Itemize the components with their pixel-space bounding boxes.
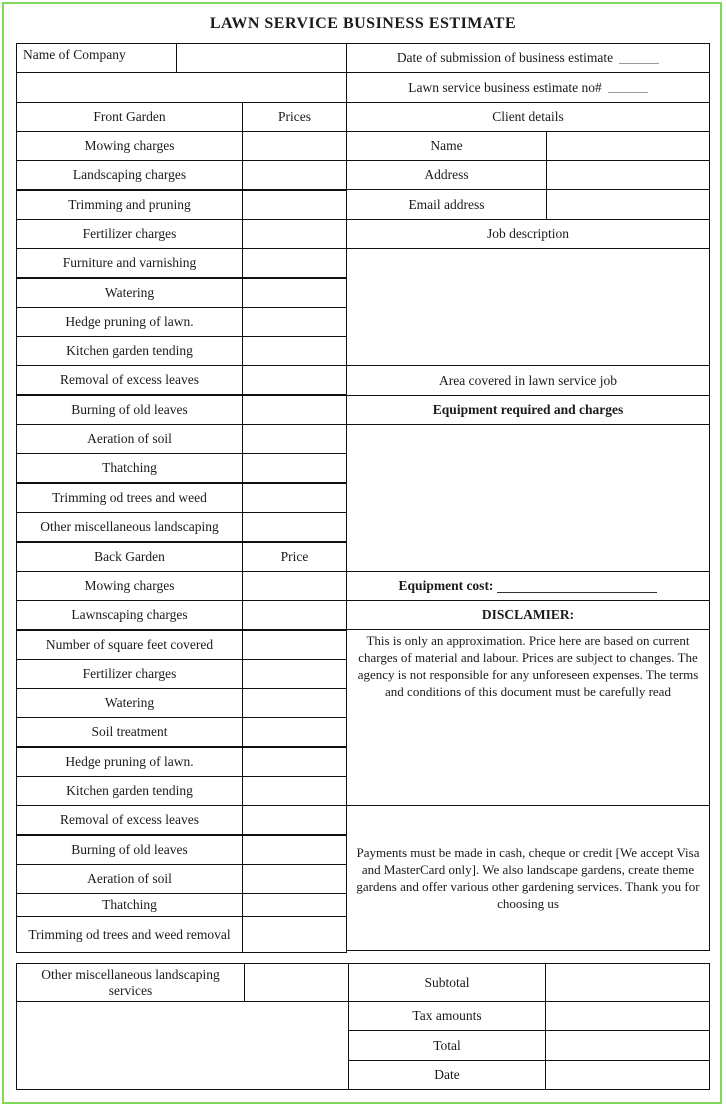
job-description-field[interactable] [346, 248, 710, 366]
total-field[interactable] [545, 1030, 710, 1061]
client-email-field[interactable] [546, 189, 710, 220]
date-label: Date [348, 1060, 546, 1090]
front-item-label: Furniture and varnishing [16, 248, 243, 278]
estimate-no-label: Lawn service business estimate no# [408, 79, 602, 95]
front-item-label: Removal of excess leaves [16, 365, 243, 395]
equipment-cost-label: Equipment cost: [398, 578, 494, 593]
estimate-no-blank [608, 82, 648, 93]
front-prices-heading: Prices [242, 102, 347, 132]
submission-date-blank [619, 53, 659, 64]
front-item-label: Aeration of soil [16, 424, 243, 454]
front-item-price[interactable] [242, 190, 347, 220]
front-item-price[interactable] [242, 483, 347, 513]
back-item-label: Mowing charges [16, 571, 243, 601]
front-item-price[interactable] [242, 365, 347, 395]
misc-services-price[interactable] [244, 963, 349, 1002]
company-label: Name of Company [16, 43, 177, 73]
back-garden-heading: Back Garden [16, 542, 243, 572]
back-item-label: Lawnscaping charges [16, 600, 243, 630]
client-address-field[interactable] [546, 160, 710, 190]
company-name-field[interactable] [176, 43, 347, 73]
back-item-price[interactable] [242, 571, 347, 601]
subtotal-label: Subtotal [348, 963, 546, 1002]
back-item-price[interactable] [242, 864, 347, 894]
front-item-price[interactable] [242, 336, 347, 366]
disclaimer-heading: DISCLAMIER: [346, 600, 710, 630]
bottom-blank-area[interactable] [16, 1001, 349, 1090]
submission-date-cell[interactable] [346, 43, 710, 73]
back-item-price[interactable] [242, 688, 347, 718]
front-item-label: Hedge pruning of lawn. [16, 307, 243, 337]
client-email-label: Email address [346, 189, 547, 220]
front-item-price[interactable] [242, 424, 347, 454]
page-title: LAWN SERVICE BUSINESS ESTIMATE [209, 15, 517, 32]
back-item-price[interactable] [242, 776, 347, 806]
front-item-label: Mowing charges [16, 131, 243, 161]
front-item-price[interactable] [242, 512, 347, 542]
back-item-label: Kitchen garden tending [16, 776, 243, 806]
front-item-label: Fertilizer charges [16, 219, 243, 249]
back-price-heading: Price [242, 542, 347, 572]
back-item-label: Watering [16, 688, 243, 718]
equipment-cost-blank [497, 580, 657, 593]
area-covered-label: Area covered in lawn service job [346, 365, 710, 396]
back-item-label: Trimming od trees and weed removal [16, 916, 243, 953]
back-item-label: Number of square feet covered [16, 630, 243, 660]
client-details-heading: Client details [346, 102, 710, 132]
tax-label: Tax amounts [348, 1001, 546, 1031]
back-item-price[interactable] [242, 630, 347, 660]
back-item-label: Soil treatment [16, 717, 243, 747]
back-item-price[interactable] [242, 893, 347, 917]
client-address-label: Address [346, 160, 547, 190]
front-item-price[interactable] [242, 278, 347, 308]
back-item-price[interactable] [242, 835, 347, 865]
back-item-price[interactable] [242, 600, 347, 630]
client-name-label: Name [346, 131, 547, 161]
back-item-price[interactable] [242, 659, 347, 689]
front-garden-heading: Front Garden [16, 102, 243, 132]
equipment-cost-cell[interactable] [346, 571, 710, 601]
client-name-field[interactable] [546, 131, 710, 161]
front-item-price[interactable] [242, 453, 347, 483]
misc-services-label: Other miscellaneous landscaping services [16, 963, 245, 1002]
front-item-label: Kitchen garden tending [16, 336, 243, 366]
job-description-heading: Job description [346, 219, 710, 249]
disclaimer-text: This is only an approximation. Price here are based on current charges of material and labour. Prices are subject to changes. The agency is not responsible for any unforeseen expenses. The terms and conditions of this document must be carefully read [346, 629, 710, 806]
back-item-price[interactable] [242, 805, 347, 835]
back-item-label: Burning of old leaves [16, 835, 243, 865]
front-item-price[interactable] [242, 219, 347, 249]
equipment-heading: Equipment required and charges [346, 395, 710, 425]
front-item-label: Thatching [16, 453, 243, 483]
back-item-price[interactable] [242, 916, 347, 953]
front-item-label: Watering [16, 278, 243, 308]
date-field[interactable] [545, 1060, 710, 1090]
front-item-label: Other miscellaneous landscaping [16, 512, 243, 542]
subtotal-field[interactable] [545, 963, 710, 1002]
payment-text: Payments must be made in cash, cheque or credit [We accept Visa and MasterCard only]. We also landscape gardens, create theme gardens and offer various other gardening services. Thank you for choosing us [346, 805, 710, 951]
back-item-label: Thatching [16, 893, 243, 917]
front-item-label: Burning of old leaves [16, 395, 243, 425]
front-item-price[interactable] [242, 131, 347, 161]
submission-date-label: Date of submission of business estimate [396, 50, 614, 65]
equipment-field[interactable] [346, 424, 710, 572]
header-blank-cell[interactable] [16, 72, 347, 103]
front-item-price[interactable] [242, 160, 347, 190]
front-item-label: Trimming od trees and weed [16, 483, 243, 513]
estimate-no-cell[interactable] [346, 72, 710, 103]
front-item-price[interactable] [242, 395, 347, 425]
tax-field[interactable] [545, 1001, 710, 1031]
back-item-label: Aeration of soil [16, 864, 243, 894]
back-item-label: Fertilizer charges [16, 659, 243, 689]
front-item-label: Trimming and pruning [16, 190, 243, 220]
front-item-price[interactable] [242, 248, 347, 278]
back-item-price[interactable] [242, 717, 347, 747]
back-item-price[interactable] [242, 747, 347, 777]
total-label: Total [348, 1030, 546, 1061]
back-item-label: Removal of excess leaves [16, 805, 243, 835]
front-item-price[interactable] [242, 307, 347, 337]
back-item-label: Hedge pruning of lawn. [16, 747, 243, 777]
front-item-label: Landscaping charges [16, 160, 243, 190]
